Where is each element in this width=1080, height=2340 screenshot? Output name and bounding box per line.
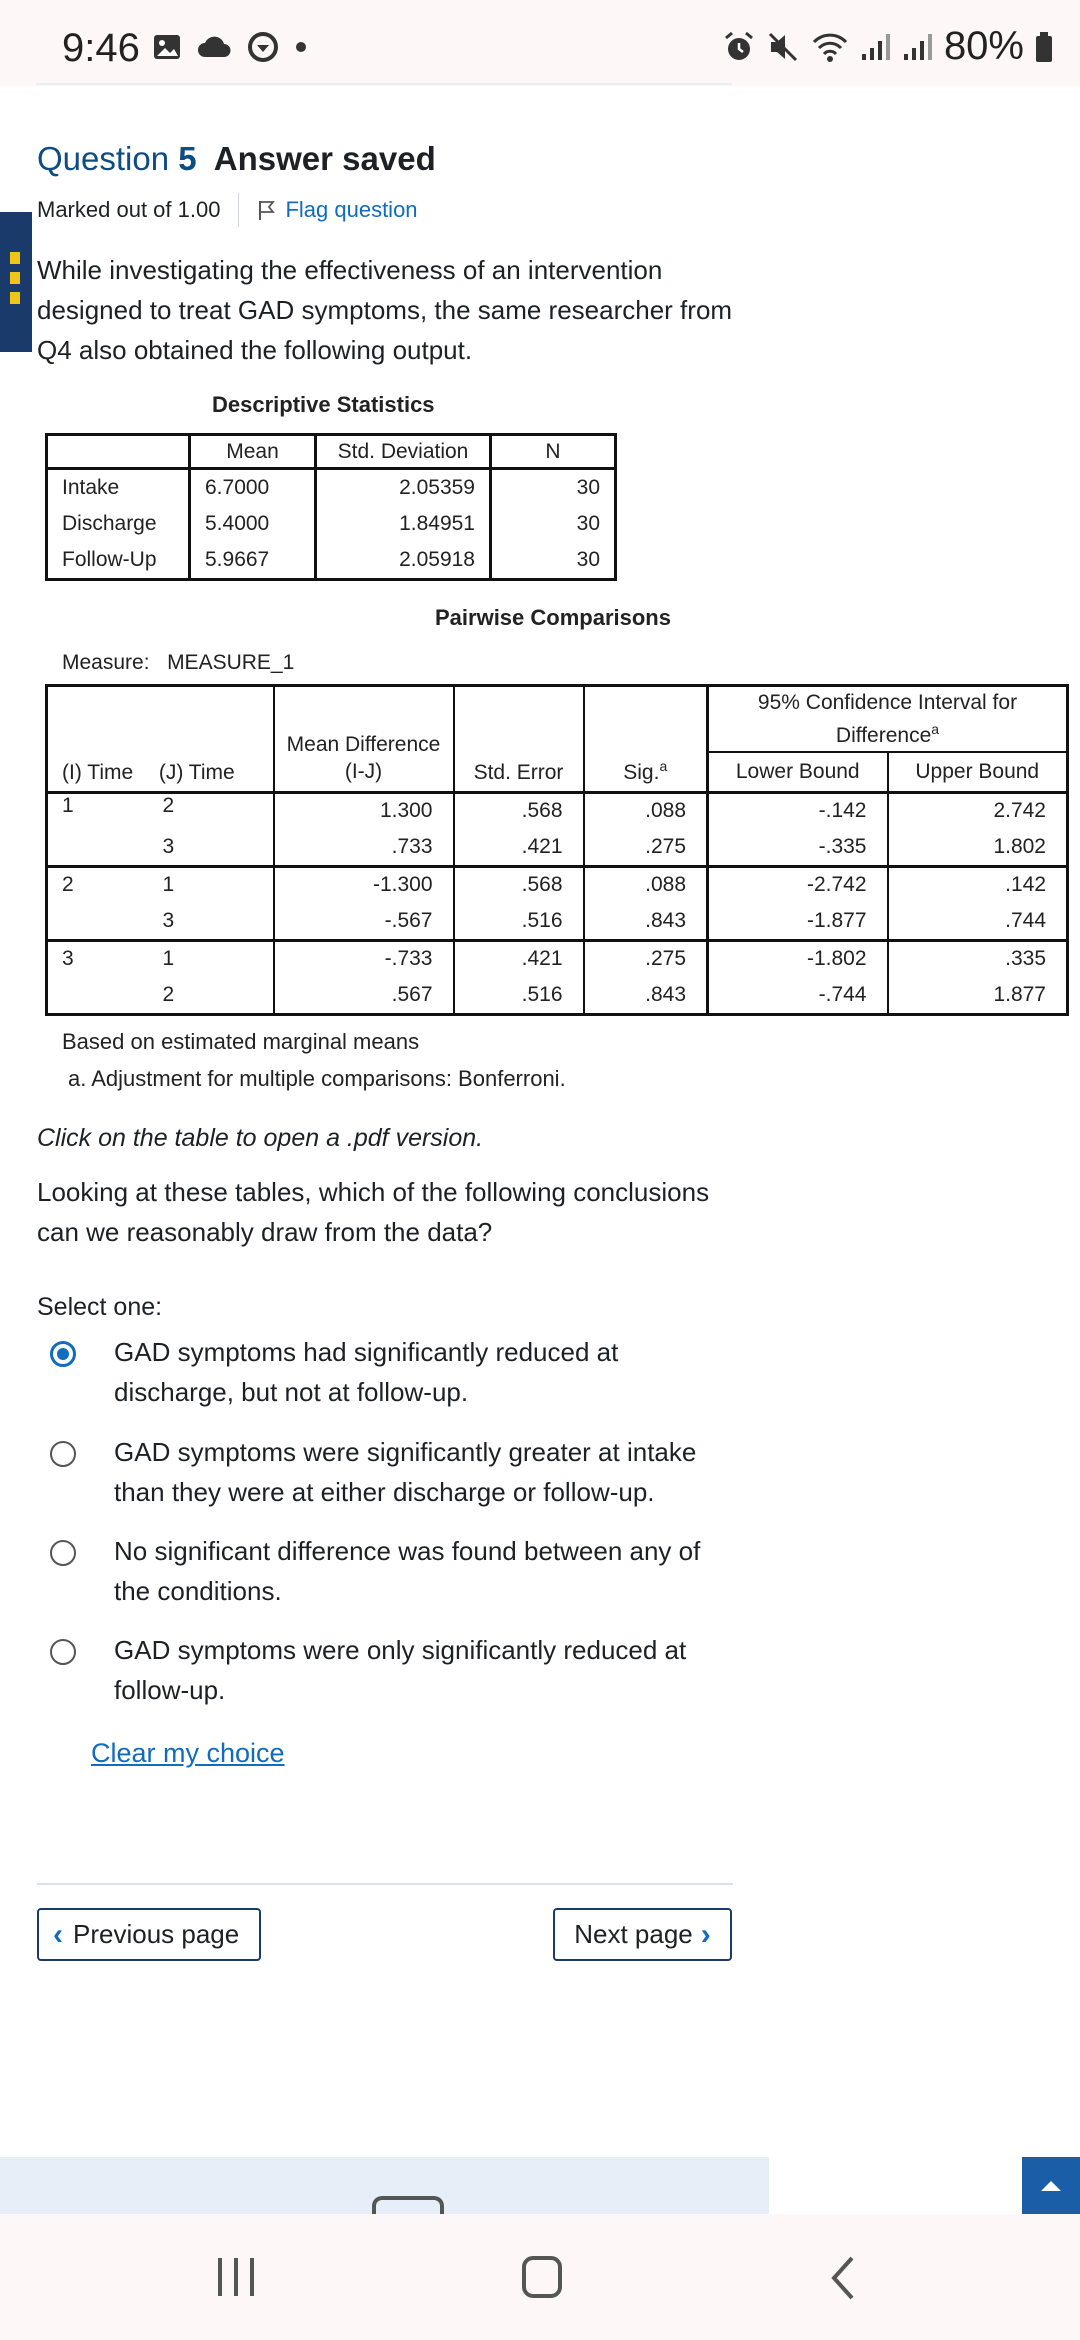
status-bar bbox=[0, 0, 1080, 86]
row-label: Intake bbox=[47, 469, 190, 506]
question-heading bbox=[37, 140, 436, 178]
cell-se: .421 bbox=[454, 940, 584, 977]
cell-md: .733 bbox=[274, 829, 454, 866]
cell-lb: -1.802 bbox=[708, 940, 888, 977]
table-row bbox=[47, 469, 616, 506]
cell-se: .568 bbox=[454, 866, 584, 903]
header-std-error: Std. Error bbox=[454, 686, 584, 793]
cell-j: 1 bbox=[162, 873, 175, 897]
table-row bbox=[47, 792, 1068, 829]
pairwise-footnote-2: a. Adjustment for multiple comparisons: Bonferroni. bbox=[68, 1066, 566, 1091]
cell-n: 30 bbox=[491, 469, 616, 506]
image-icon bbox=[152, 32, 182, 62]
radio-button[interactable] bbox=[50, 1540, 76, 1566]
table-row bbox=[47, 977, 1068, 1014]
cell-sig: .275 bbox=[584, 829, 708, 866]
select-one-label: Select one: bbox=[37, 1293, 163, 1321]
cell-lb: -2.742 bbox=[708, 866, 888, 903]
radio-button-checked[interactable] bbox=[50, 1341, 76, 1367]
cell-j: 3 bbox=[162, 908, 175, 932]
arrow-up-icon bbox=[1039, 2179, 1063, 2193]
header-upper: Upper Bound bbox=[888, 752, 1068, 792]
answer-option-3[interactable] bbox=[50, 1531, 730, 1611]
cell-lb: -.744 bbox=[708, 977, 888, 1014]
signal-icon bbox=[860, 30, 892, 64]
bottom-divider bbox=[37, 1883, 733, 1885]
cell-md: 1.300 bbox=[274, 792, 454, 829]
cell-ub: .335 bbox=[888, 940, 1068, 977]
signal-icon-2 bbox=[902, 30, 934, 64]
question-state: Answer saved bbox=[213, 140, 436, 177]
battery-percent: 80% bbox=[943, 24, 1024, 68]
cell-i bbox=[47, 829, 159, 866]
drawer-toggle-tab[interactable] bbox=[0, 212, 32, 352]
cell-se: .421 bbox=[454, 829, 584, 866]
cell-sd: 1.84951 bbox=[316, 506, 491, 543]
recents-button[interactable] bbox=[218, 2258, 254, 2296]
chevron-right-icon: › bbox=[700, 1917, 711, 1951]
header-ci-sup: a bbox=[931, 721, 940, 737]
cell-sd: 2.05918 bbox=[316, 543, 491, 580]
answer-option-label[interactable]: No significant difference was found between any of the conditions. bbox=[114, 1536, 701, 1606]
header-sig: Sig. bbox=[623, 760, 660, 784]
pairwise-title[interactable]: Pairwise Comparisons bbox=[435, 605, 671, 630]
table-row bbox=[47, 903, 1068, 940]
pdf-note: Click on the table to open a .pdf version. bbox=[37, 1124, 484, 1152]
cell-lb: -.142 bbox=[708, 792, 888, 829]
back-to-top-button[interactable] bbox=[1022, 2157, 1080, 2214]
cell-n: 30 bbox=[491, 506, 616, 543]
footer-help-icon[interactable] bbox=[372, 2196, 444, 2214]
cell-mean: 6.7000 bbox=[190, 469, 316, 506]
cell-mean: 5.4000 bbox=[190, 506, 316, 543]
cell-md: -1.300 bbox=[274, 866, 454, 903]
answer-option-label[interactable]: GAD symptoms were significantly greater at intake than they were at either discharge or follow-up. bbox=[114, 1437, 697, 1507]
clear-choice-link[interactable]: Clear my choice bbox=[91, 1738, 285, 1768]
answer-option-4[interactable] bbox=[50, 1630, 730, 1710]
cell-j: 2 bbox=[162, 793, 175, 817]
cell-lb: -.335 bbox=[708, 829, 888, 866]
header-mean-diff: Mean Difference (I-J) bbox=[274, 686, 454, 793]
cell-md: -.567 bbox=[274, 903, 454, 940]
table-row bbox=[47, 506, 616, 543]
descriptive-header-sd: Std. Deviation bbox=[316, 435, 491, 469]
cell-i: 2 bbox=[62, 873, 74, 897]
cell-sd: 2.05359 bbox=[316, 469, 491, 506]
cell-n: 30 bbox=[491, 543, 616, 580]
cell-md: -.733 bbox=[274, 940, 454, 977]
answer-option-label[interactable]: GAD symptoms were only significantly reduced at follow-up. bbox=[114, 1635, 687, 1705]
descriptive-stats-title[interactable]: Descriptive Statistics bbox=[212, 392, 435, 417]
answer-option-1[interactable] bbox=[50, 1332, 730, 1412]
top-divider bbox=[36, 83, 732, 85]
previous-page-button[interactable] bbox=[37, 1908, 261, 1961]
cell-ub: 1.877 bbox=[888, 977, 1068, 1014]
table-row bbox=[47, 543, 616, 580]
flag-icon bbox=[257, 199, 277, 221]
table-row bbox=[47, 829, 1068, 866]
cell-i: 1 bbox=[62, 793, 74, 817]
table-row bbox=[47, 866, 1068, 903]
chevron-left-icon: ‹ bbox=[53, 1917, 63, 1951]
cell-j: 2 bbox=[162, 982, 175, 1006]
next-page-button[interactable] bbox=[553, 1908, 732, 1961]
header-j-time: (J) Time bbox=[158, 760, 235, 784]
cell-lb: -1.877 bbox=[708, 903, 888, 940]
cell-sig: .843 bbox=[584, 977, 708, 1014]
alarm-icon bbox=[722, 30, 756, 64]
flag-question-link[interactable] bbox=[257, 197, 417, 223]
pairwise-header-row-1 bbox=[47, 686, 1068, 753]
row-label: Follow-Up bbox=[47, 543, 190, 580]
cell-se: .516 bbox=[454, 903, 584, 940]
status-time: 9:46 bbox=[62, 26, 140, 70]
descriptive-header-empty bbox=[47, 435, 190, 469]
marked-out-of: Marked out of 1.00 bbox=[37, 197, 221, 222]
flag-question-label: Flag question bbox=[285, 197, 418, 222]
dot-icon bbox=[294, 40, 308, 54]
home-button[interactable] bbox=[522, 2256, 562, 2298]
pairwise-table[interactable] bbox=[45, 684, 1069, 1016]
radio-button[interactable] bbox=[50, 1639, 76, 1665]
cell-sig: .275 bbox=[584, 940, 708, 977]
cell-i bbox=[47, 903, 159, 940]
descriptive-header-row bbox=[47, 435, 616, 469]
measure-label: Measure: bbox=[62, 651, 150, 674]
cell-ub: .142 bbox=[888, 866, 1068, 903]
table-row bbox=[47, 940, 1068, 977]
header-lower: Lower Bound bbox=[708, 752, 888, 792]
cell-mean: 5.9667 bbox=[190, 543, 316, 580]
cell-se: .516 bbox=[454, 977, 584, 1014]
answer-option-label[interactable]: GAD symptoms had significantly reduced at discharge, but not at follow-up. bbox=[114, 1337, 619, 1407]
question-text: While investigating the effectiveness of an intervention designed to treat GAD symptoms, the same researcher from Q4 also obtained the following output. bbox=[37, 255, 733, 365]
cell-ub: .744 bbox=[888, 903, 1068, 940]
header-ci: 95% Confidence Interval for Difference bbox=[757, 691, 1018, 747]
sync-icon bbox=[246, 30, 280, 64]
mute-icon bbox=[766, 30, 800, 64]
cell-se: .568 bbox=[454, 792, 584, 829]
question-meta bbox=[37, 193, 418, 227]
cell-sig: .088 bbox=[584, 866, 708, 903]
measure-line bbox=[62, 651, 294, 675]
previous-page-label: Previous page bbox=[73, 1919, 240, 1949]
cell-sig: .843 bbox=[584, 903, 708, 940]
battery-icon bbox=[1034, 30, 1054, 64]
next-page-label: Next page bbox=[574, 1919, 693, 1949]
question-number: 5 bbox=[178, 140, 197, 177]
cell-sig: .088 bbox=[584, 792, 708, 829]
cell-i: 3 bbox=[62, 947, 74, 971]
meta-separator bbox=[238, 193, 239, 227]
header-sig-sup: a bbox=[659, 757, 668, 774]
radio-button[interactable] bbox=[50, 1441, 76, 1467]
answer-option-2[interactable] bbox=[50, 1432, 730, 1512]
cell-j: 1 bbox=[162, 947, 175, 971]
cell-ub: 1.802 bbox=[888, 829, 1068, 866]
descriptive-header-n: N bbox=[491, 435, 616, 469]
question-label: Question bbox=[37, 140, 170, 177]
back-button[interactable] bbox=[828, 2254, 858, 2302]
cell-ub: 2.742 bbox=[888, 792, 1068, 829]
question-prompt: Looking at these tables, which of the following conclusions can we reasonably draw from the data? bbox=[37, 1177, 710, 1247]
cloud-icon bbox=[196, 32, 232, 62]
cell-i bbox=[47, 977, 159, 1014]
cell-md: .567 bbox=[274, 977, 454, 1014]
measure-value: MEASURE_1 bbox=[167, 651, 295, 674]
wifi-icon bbox=[810, 30, 850, 64]
pairwise-footnote-1: Based on estimated marginal means bbox=[62, 1029, 420, 1054]
header-i-time: (I) Time bbox=[62, 760, 134, 784]
descriptive-header-mean: Mean bbox=[190, 435, 316, 469]
cell-j: 3 bbox=[162, 834, 175, 858]
descriptive-stats-table[interactable] bbox=[45, 433, 617, 581]
row-label: Discharge bbox=[47, 506, 190, 543]
